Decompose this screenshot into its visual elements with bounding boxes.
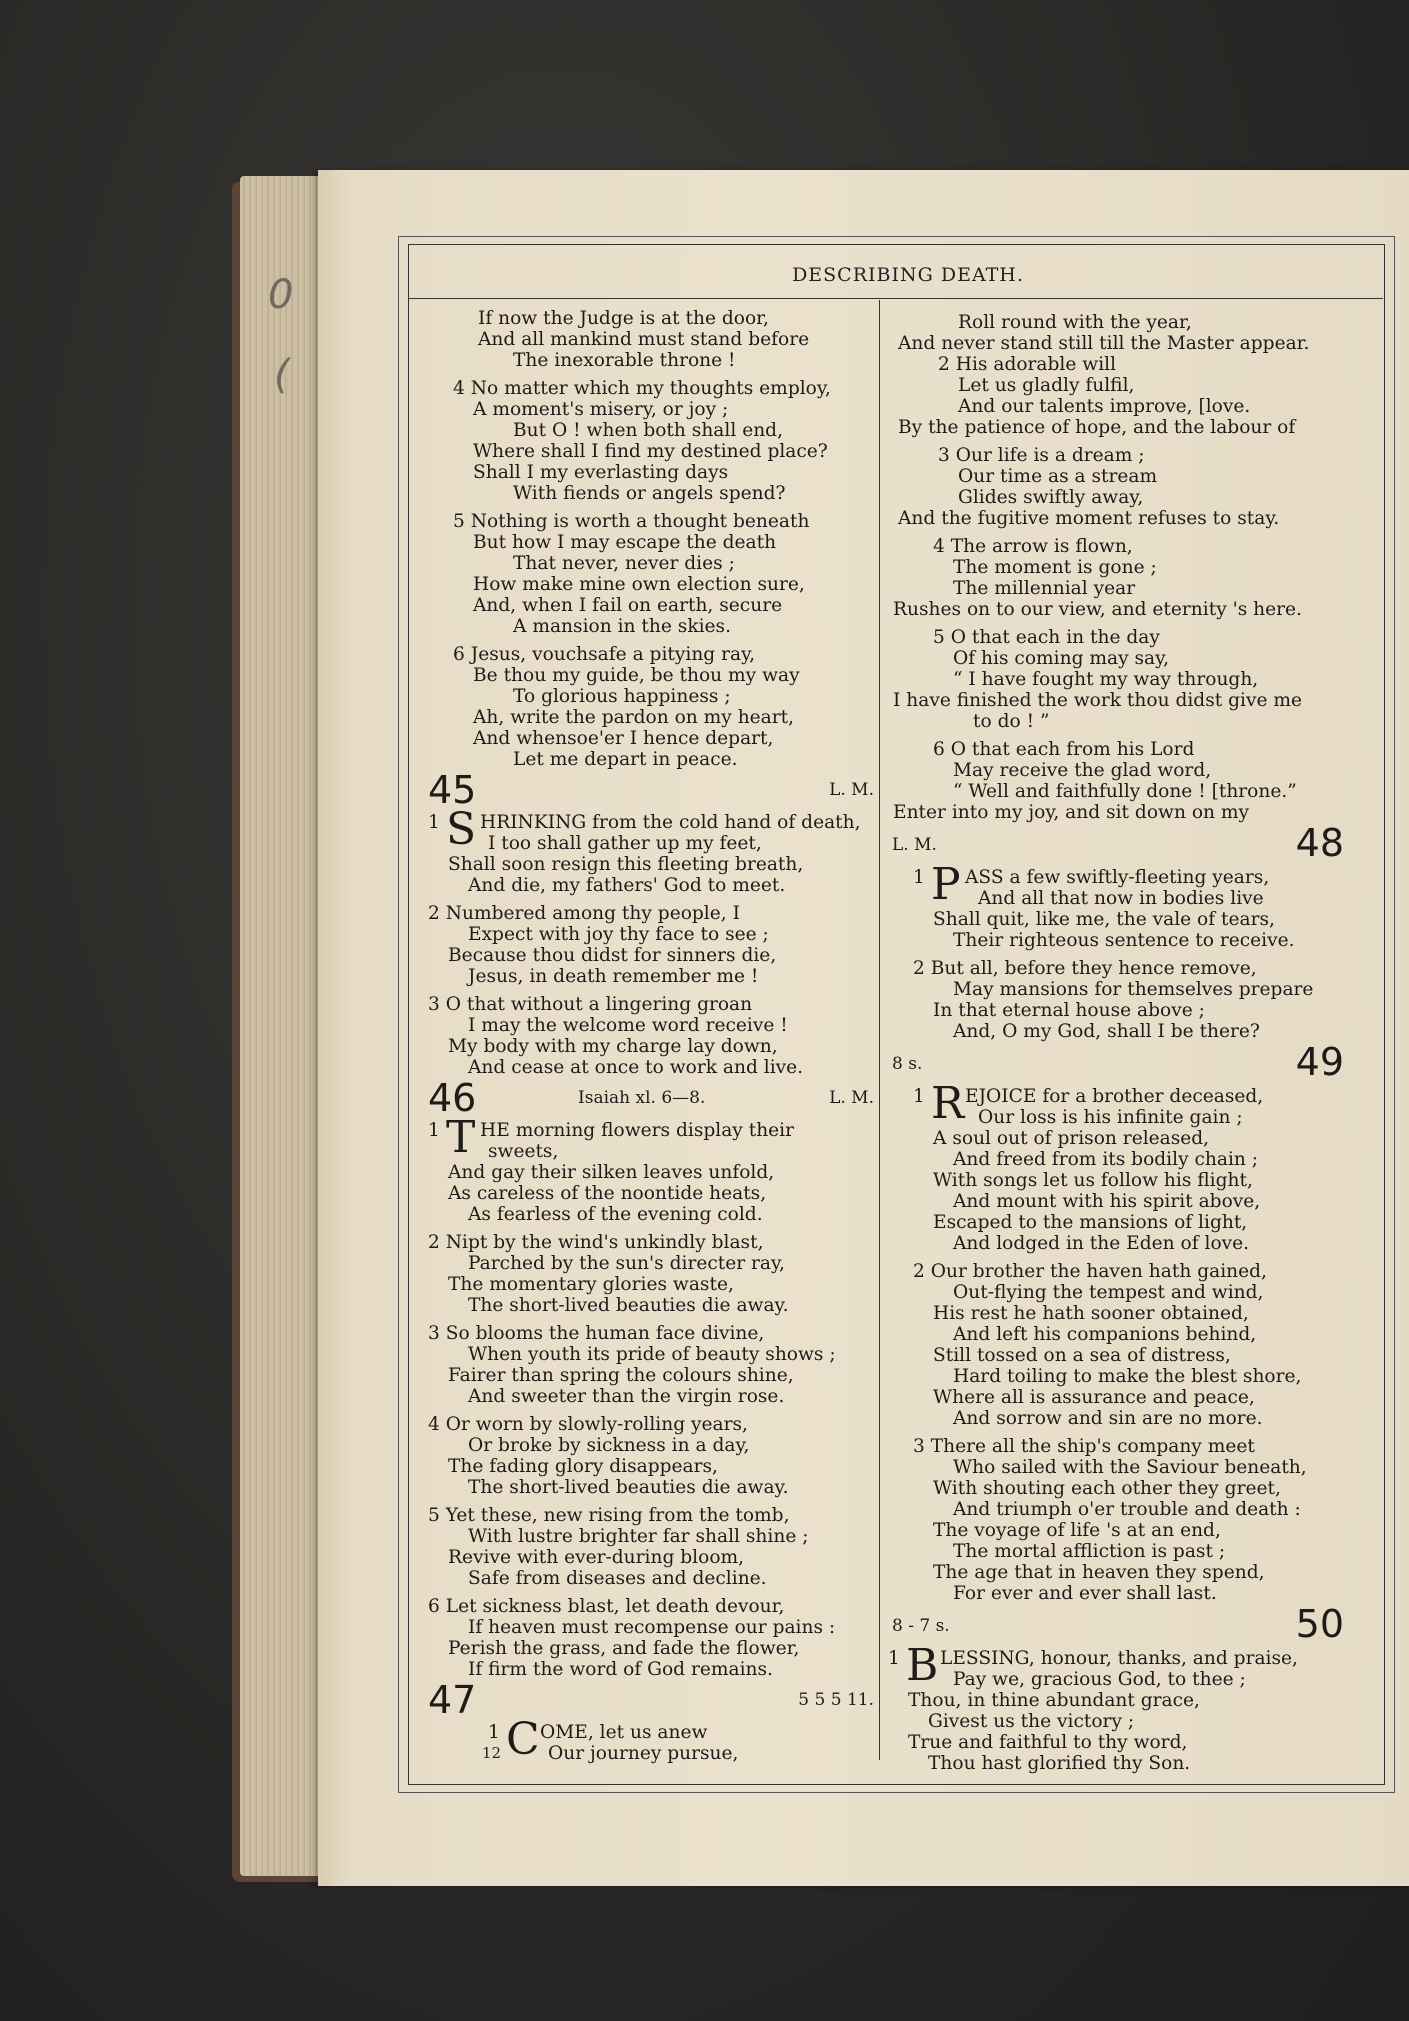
verse-line: 4 The arrow is flown,	[933, 536, 1133, 557]
verse-line: 3 So blooms the human face divine,	[428, 1323, 765, 1344]
verse-line: 6 Jesus, vouchsafe a pitying ray,	[453, 644, 756, 665]
verse-line: Thou, in thine abundant grace,	[908, 1690, 1200, 1711]
stanza-gap	[888, 732, 1348, 739]
verse-line: Expect with joy thy face to see ;	[468, 924, 769, 945]
verse-line: And die, my fathers' God to meet.	[468, 875, 786, 896]
drop-cap: T	[446, 1112, 476, 1163]
verse-line: Where shall I find my destined place?	[473, 441, 828, 462]
drop-cap: B	[906, 1640, 939, 1691]
verse-line: Shall quit, like me, the vale of tears,	[933, 909, 1275, 930]
verse-line: ASS a few swiftly-fleeting years,	[965, 867, 1270, 888]
verse-line: And all mankind must stand before	[478, 329, 810, 350]
verse-line: A soul out of prison released,	[933, 1128, 1210, 1149]
verse-line: 3 O that without a lingering groan	[428, 994, 753, 1015]
verse-line: Still tossed on a sea of distress,	[933, 1345, 1231, 1366]
stanza-gap	[428, 896, 880, 903]
verse-line: The age that in heaven they spend,	[933, 1562, 1265, 1583]
verse-line: But how I may escape the death	[473, 532, 777, 553]
verse-line: Jesus, in death remember me !	[468, 966, 759, 987]
verse-line: HRINKING from the cold hand of death,	[480, 812, 861, 833]
verse-line: Let us gladly fulfil,	[958, 375, 1135, 396]
stanza-gap	[428, 1225, 880, 1232]
verse-line: 2 Nipt by the wind's unkindly blast,	[428, 1232, 764, 1253]
verse-line: Hard toiling to make the blest shore,	[953, 1366, 1302, 1387]
hymn-meter: L. M.	[829, 1088, 874, 1108]
verse-line: Our time as a stream	[958, 466, 1158, 487]
hymn-meter: 8 s.	[892, 1054, 923, 1074]
verse-line: OME, let us anew	[540, 1722, 708, 1743]
verse-line: Let me depart in peace.	[513, 749, 738, 770]
hymn-number-text: 48	[1295, 821, 1344, 865]
verse-line: 4 Or worn by slowly-rolling years,	[428, 1414, 748, 1435]
verse-line: And cease at once to work and live.	[468, 1057, 804, 1078]
hymn-meter: 5 5 5 11.	[798, 1690, 874, 1710]
verse-number: 1	[888, 1648, 900, 1669]
hymn-meter: L. M.	[829, 780, 874, 800]
verse-line: And sorrow and sin are no more.	[953, 1408, 1263, 1429]
verse-line: Shall I my everlasting days	[473, 462, 729, 483]
verse-line: My body with my charge lay down,	[448, 1036, 778, 1057]
verse-line: LESSING, honour, thanks, and praise,	[940, 1648, 1298, 1669]
verse-line: Thou hast glorified thy Son.	[928, 1753, 1191, 1774]
verse-line: Roll round with the year,	[958, 312, 1192, 333]
stanza-gap	[428, 1316, 880, 1323]
verse-line: “ Well and faithfully done ! [throne.”	[953, 781, 1297, 802]
hymn-number-text: 46	[428, 1076, 477, 1120]
verse-line: For ever and ever shall last.	[953, 1583, 1217, 1604]
verse-line: Of his coming may say,	[953, 648, 1170, 669]
hymn-number-text: 47	[428, 1678, 477, 1722]
verse-line: His rest he hath sooner obtained,	[933, 1303, 1249, 1324]
running-header: DESCRIBING DEATH.	[792, 264, 1024, 286]
verse-line: And whensoe'er I hence depart,	[473, 728, 774, 749]
verse-line: If firm the word of God remains.	[468, 1659, 773, 1680]
verse-line: And, when I fail on earth, secure	[473, 595, 783, 616]
verse-line: I may the welcome word receive !	[468, 1015, 788, 1036]
verse-line: And never stand still till the Master appear.	[898, 333, 1310, 354]
verse-line: The momentary glories waste,	[448, 1274, 734, 1295]
verse-line: “ I have fought my way through,	[953, 669, 1259, 690]
stanza-gap	[428, 1498, 880, 1505]
hymn-meter: L. M.	[892, 835, 937, 855]
verse-line: The millennial year	[953, 578, 1136, 599]
stanza-gap	[888, 529, 1348, 536]
verse-line: Or broke by sickness in a day,	[468, 1435, 750, 1456]
stanza-gap	[428, 504, 880, 511]
verse-line: And mount with his spirit above,	[953, 1191, 1261, 1212]
verse-line: The short-lived beauties die away.	[468, 1477, 789, 1498]
verse-line: 5 O that each in the day	[933, 627, 1160, 648]
verse-line: When youth its pride of beauty shows ;	[468, 1344, 836, 1365]
verse-line: to do ! ”	[973, 711, 1050, 732]
hymn-number	[888, 1604, 1348, 1648]
stanza-gap	[888, 1254, 1348, 1261]
verse-line: With shouting each other they greet,	[933, 1478, 1281, 1499]
verse-line: Fairer than spring the colours shine,	[448, 1365, 794, 1386]
verse-line: Parched by the sun's directer ray,	[468, 1253, 785, 1274]
verse-line: 3 Our life is a dream ;	[938, 445, 1145, 466]
verse-line: The moment is gone ;	[953, 557, 1157, 578]
drop-cap: P	[931, 859, 961, 910]
verse-line: And all that now in bodies live	[978, 888, 1264, 909]
verse-line: Glides swiftly away,	[958, 487, 1144, 508]
verse-line: HE morning flowers display their	[480, 1120, 795, 1141]
stanza-gap	[888, 620, 1348, 627]
verse-number: 1	[428, 1120, 440, 1141]
header-rule	[408, 298, 1383, 299]
stanza-gap	[888, 951, 1348, 958]
verse-line: As fearless of the evening cold.	[468, 1204, 763, 1225]
verse-number: 1	[488, 1722, 500, 1743]
hymn-number	[428, 770, 880, 812]
hymn-number-text: 50	[1295, 1602, 1344, 1646]
verse-line: True and faithful to thy word,	[908, 1732, 1188, 1753]
verse-line: Their righteous sentence to receive.	[953, 930, 1295, 951]
verse-line: 2 Numbered among thy people, I	[428, 903, 740, 924]
verse-line: Be thou my guide, be thou my way	[473, 665, 800, 686]
verse-line: EJOICE for a brother deceased,	[965, 1086, 1264, 1107]
verse-line: The short-lived beauties die away.	[468, 1295, 789, 1316]
verse-line: May mansions for themselves prepare	[953, 979, 1314, 1000]
verse-line: Our journey pursue,	[548, 1743, 739, 1764]
verse-line: The voyage of life 's at an end,	[933, 1520, 1221, 1541]
verse-line: 2 His adorable will	[938, 354, 1117, 375]
verse-line: In that eternal house above ;	[933, 1000, 1205, 1021]
hymn-meter: 8 - 7 s.	[892, 1616, 950, 1636]
stanza-gap	[428, 371, 880, 378]
verse-number: 1	[428, 812, 440, 833]
verse-line: If heaven must recompense our pains :	[468, 1617, 836, 1638]
verse-line: Because thou didst for sinners die,	[448, 945, 777, 966]
verse-line: As careless of the noontide heats,	[448, 1183, 767, 1204]
verse-line: To glorious happiness ;	[513, 686, 731, 707]
verse-line: If now the Judge is at the door,	[478, 308, 769, 329]
verse-line: Rushes on to our view, and eternity 's here.	[893, 599, 1302, 620]
pencil-mark-bottom: (	[274, 352, 290, 398]
verse-line: 5 Nothing is worth a thought beneath	[453, 511, 810, 532]
verse-line: Our loss is his infinite gain ;	[978, 1107, 1243, 1128]
drop-cap: C	[506, 1714, 540, 1765]
verse-line: 2 Our brother the haven hath gained,	[913, 1261, 1267, 1282]
hymn-number-text: 49	[1295, 1040, 1344, 1084]
stanza-gap	[888, 1429, 1348, 1436]
verse-line: But O ! when both shall end,	[513, 420, 783, 441]
verse-line: Perish the grass, and fade the flower,	[448, 1638, 800, 1659]
stanza-gap	[428, 987, 880, 994]
verse-line: And, O my God, shall I be there?	[953, 1021, 1260, 1042]
verse-line: sweets,	[488, 1141, 559, 1162]
verse-line: With lustre brighter far shall shine ;	[468, 1526, 809, 1547]
verse-line: I too shall gather up my feet,	[488, 833, 762, 854]
hymn-number-text: 45	[428, 768, 477, 812]
verse-line: With songs let us follow his flight,	[933, 1170, 1253, 1191]
verse-line: How make mine own election sure,	[473, 574, 805, 595]
pencil-mark-top: 0	[268, 272, 294, 318]
left-column	[428, 308, 880, 1764]
verse-line: And lodged in the Eden of love.	[953, 1233, 1250, 1254]
verse-line: And the fugitive moment refuses to stay.	[898, 508, 1280, 529]
verse-line: 4 No matter which my thoughts employ,	[453, 378, 831, 399]
drop-cap: R	[931, 1078, 965, 1129]
verse-line: And triumph o'er trouble and death :	[953, 1499, 1301, 1520]
hymn-number	[428, 1078, 880, 1120]
verse-line: And sweeter than the virgin rose.	[468, 1386, 785, 1407]
verse-line: A moment's misery, or joy ;	[473, 399, 729, 420]
verse-line: Safe from diseases and decline.	[468, 1568, 767, 1589]
verse-line: With fiends or angels spend?	[513, 483, 786, 504]
stanza-gap	[888, 438, 1348, 445]
verse-line: 5 Yet these, new rising from the tomb,	[428, 1505, 790, 1526]
verse-line: Revive with ever-during bloom,	[448, 1547, 745, 1568]
verse-line: 6 O that each from his Lord	[933, 739, 1195, 760]
verse-line: A mansion in the skies.	[513, 616, 732, 637]
verse-line: 3 There all the ship's company meet	[913, 1436, 1255, 1457]
verse-line: Enter into my joy, and sit down on my	[893, 802, 1250, 823]
verse-number: 1	[913, 867, 925, 888]
verse-line: The fading glory disappears,	[448, 1456, 718, 1477]
verse-line: That never, never dies ;	[513, 553, 735, 574]
verse-line: Givest us the victory ;	[928, 1711, 1135, 1732]
verse-line: May receive the glad word,	[953, 760, 1212, 781]
verse-line: And left his companions behind,	[953, 1324, 1257, 1345]
hymn-number	[428, 1680, 880, 1722]
verse-line: Where all is assurance and peace,	[933, 1387, 1255, 1408]
verse-number: 1	[913, 1086, 925, 1107]
verse-line: And freed from its bodily chain ;	[953, 1149, 1259, 1170]
verse-line: The mortal affliction is past ;	[953, 1541, 1226, 1562]
verse-line: Who sailed with the Saviour beneath,	[953, 1457, 1307, 1478]
verse-line: Pay we, gracious God, to thee ;	[953, 1669, 1246, 1690]
verse-line: Ah, write the pardon on my heart,	[473, 707, 795, 728]
verse-line: Out-flying the tempest and wind,	[953, 1282, 1264, 1303]
verse-line: Shall soon resign this fleeting breath,	[448, 854, 804, 875]
verse-line: And gay their silken leaves unfold,	[448, 1162, 775, 1183]
verse-line: Escaped to the mansions of light,	[933, 1212, 1248, 1233]
stanza-gap	[428, 1407, 880, 1414]
verse-line: I have finished the work thou didst give me	[893, 690, 1303, 711]
right-column	[888, 312, 1348, 1774]
verse-line: 6 Let sickness blast, let death devour,	[428, 1596, 785, 1617]
scripture-reference: Isaiah xl. 6—8.	[578, 1088, 706, 1108]
verse-line: By the patience of hope, and the labour of	[898, 417, 1296, 438]
stanza-gap	[428, 637, 880, 644]
page-number: 12	[482, 1744, 502, 1762]
verse-line: The inexorable throne !	[513, 350, 736, 371]
verse-line: And our talents improve, [love.	[958, 396, 1251, 417]
drop-cap: S	[446, 804, 477, 855]
verse-line: 2 But all, before they hence remove,	[913, 958, 1257, 979]
stanza-gap	[428, 1589, 880, 1596]
